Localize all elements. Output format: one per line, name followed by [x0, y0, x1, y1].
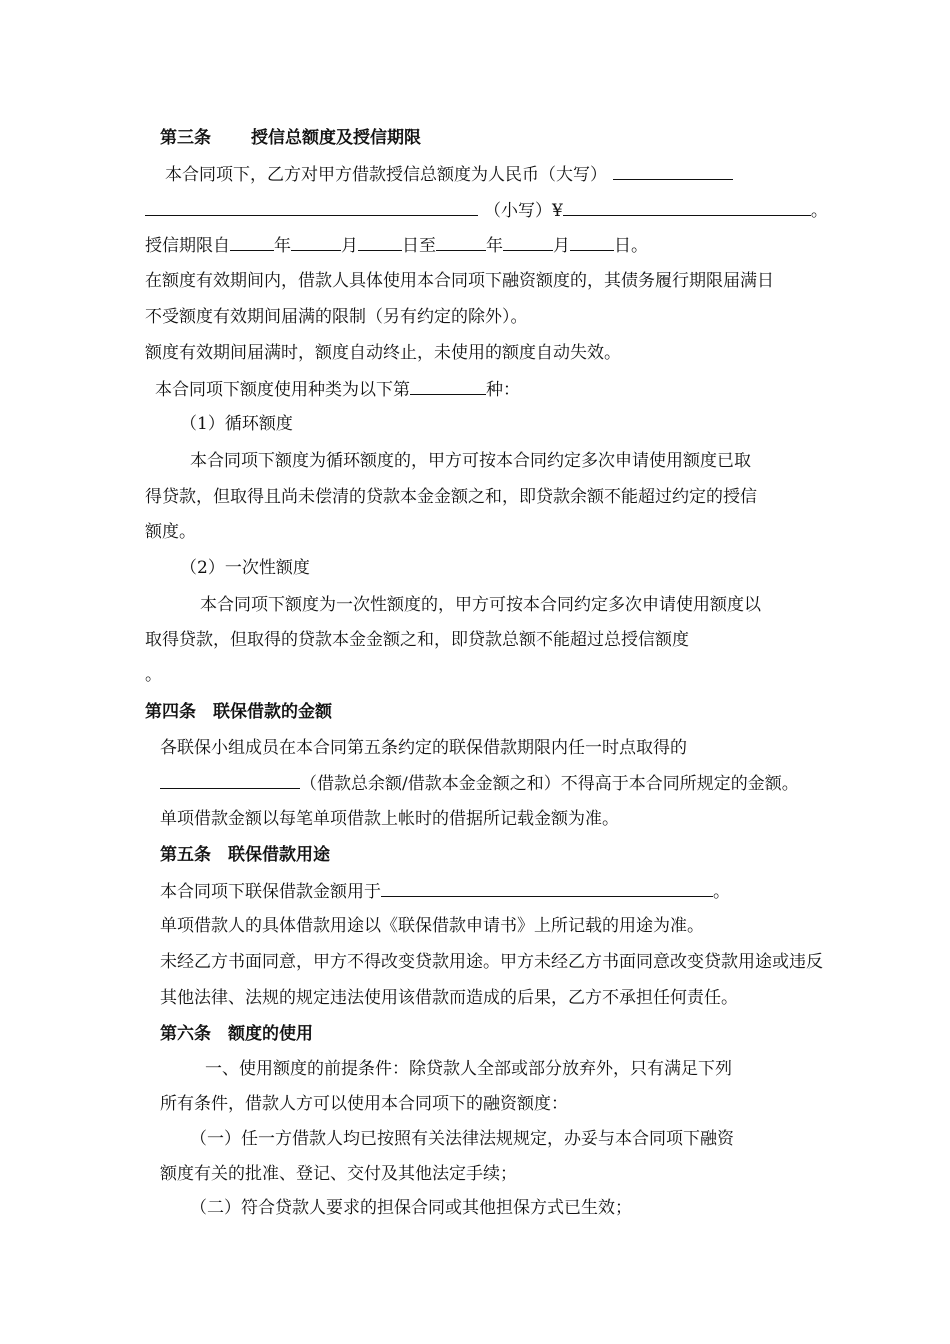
loan-total-blank[interactable] [160, 772, 300, 789]
credit-period-label: 授信期限自 [145, 236, 230, 256]
year-label: 年 [274, 236, 291, 256]
paragraph-line: 本合同项下额度为循环额度的，甲方可按本合同约定多次申请使用额度已取 [190, 451, 751, 471]
paragraph-line: （一）任一方借款人均已按照有关法律法规规定，办妥与本合同项下融资 [190, 1129, 734, 1149]
paragraph-line: 额度有关的批准、登记、交付及其他法定手续； [160, 1164, 517, 1184]
paragraph-line: 在额度有效期间内，借款人具体使用本合同项下融资额度的，其债务履行期限届满日 [145, 271, 774, 291]
period-mark: 。 [810, 201, 828, 221]
article-4-heading: 第四条 联保借款的金额 [145, 702, 332, 722]
article-6-heading: 第六条 额度的使用 [160, 1024, 313, 1044]
option-2-title: （2）一次性额度 [180, 558, 310, 578]
paragraph-line: 。 [145, 665, 162, 685]
credit-type-line [155, 378, 520, 401]
paragraph-line: 单项借款人的具体借款用途以《联保借款申请书》上所记载的用途为准。 [160, 916, 704, 936]
day-label: 日。 [614, 236, 648, 256]
paragraph-line: 取得贷款，但取得的贷款本金金额之和，即贷款总额不能超过总授信额度 [145, 630, 689, 650]
month-label: 月 [341, 236, 358, 256]
article-3-heading [160, 127, 421, 149]
credit-amount-text: 本合同项下，乙方对甲方借款授信总额度为人民币（大写） [165, 165, 607, 185]
option-1-title: （1）循环额度 [180, 414, 293, 434]
year-label: 年 [486, 236, 503, 256]
period-mark: 。 [713, 882, 730, 902]
paragraph-line: 单项借款金额以每笔单项借款上帐时的借据所记载金额为准。 [160, 809, 619, 829]
paragraph-line: 本合同项下额度为一次性额度的，甲方可按本合同约定多次申请使用额度以 [200, 595, 761, 615]
loan-purpose-blank[interactable] [381, 880, 713, 897]
paragraph-line: 未经乙方书面同意，甲方不得改变贷款用途。甲方未经乙方书面同意改变贷款用途或违反 [160, 952, 823, 972]
start-year-blank[interactable] [230, 234, 274, 251]
loan-purpose-label: 本合同项下联保借款金额用于 [160, 882, 381, 902]
paragraph-line: （二）符合贷款人要求的担保合同或其他担保方式已生效； [190, 1198, 632, 1218]
amount-uppercase-blank[interactable] [613, 163, 733, 180]
start-day-blank[interactable] [358, 234, 402, 251]
amount-lowercase-label: （小写）¥ [484, 201, 563, 221]
credit-type-blank[interactable] [410, 378, 486, 395]
article-3-number: 第三条 [160, 128, 211, 148]
credit-period-line [145, 234, 648, 257]
article-4-line-2 [160, 772, 799, 795]
loan-total-text: （借款总余额/借款本金金额之和）不得高于本合同所规定的金额。 [300, 774, 799, 794]
paragraph-line: 额度有效期间届满时，额度自动终止，未使用的额度自动失效。 [145, 343, 621, 363]
paragraph-line: 得贷款，但取得且尚未偿清的贷款本金金额之和，即贷款余额不能超过约定的授信 [145, 487, 757, 507]
end-month-blank[interactable] [503, 234, 553, 251]
article-3-line-1 [165, 163, 733, 186]
month-label: 月 [553, 236, 570, 256]
paragraph-line: 额度。 [145, 522, 196, 542]
credit-type-suffix: 种： [486, 380, 520, 400]
end-year-blank[interactable] [436, 234, 486, 251]
credit-type-label: 本合同项下额度使用种类为以下第 [155, 380, 410, 400]
start-month-blank[interactable] [291, 234, 341, 251]
paragraph-line: 不受额度有效期间届满的限制（另有约定的除外）。 [145, 307, 528, 327]
amount-uppercase-blank-cont[interactable] [145, 199, 478, 216]
amount-lowercase-blank[interactable] [563, 199, 811, 216]
article-3-title: 授信总额度及授信期限 [251, 128, 421, 148]
paragraph-line: 各联保小组成员在本合同第五条约定的联保借款期限内任一时点取得的 [160, 738, 687, 758]
article-5-heading: 第五条 联保借款用途 [160, 845, 330, 865]
end-day-blank[interactable] [570, 234, 614, 251]
loan-purpose-line [160, 880, 730, 903]
paragraph-line: 所有条件，借款人方可以使用本合同项下的融资额度： [160, 1094, 568, 1114]
paragraph-line: 其他法律、法规的规定违法使用该借款而造成的后果，乙方不承担任何责任。 [160, 988, 738, 1008]
day-to-label: 日至 [402, 236, 436, 256]
paragraph-line: 一、使用额度的前提条件：除贷款人全部或部分放弃外，只有满足下列 [205, 1059, 732, 1079]
article-3-line-2 [145, 199, 828, 222]
